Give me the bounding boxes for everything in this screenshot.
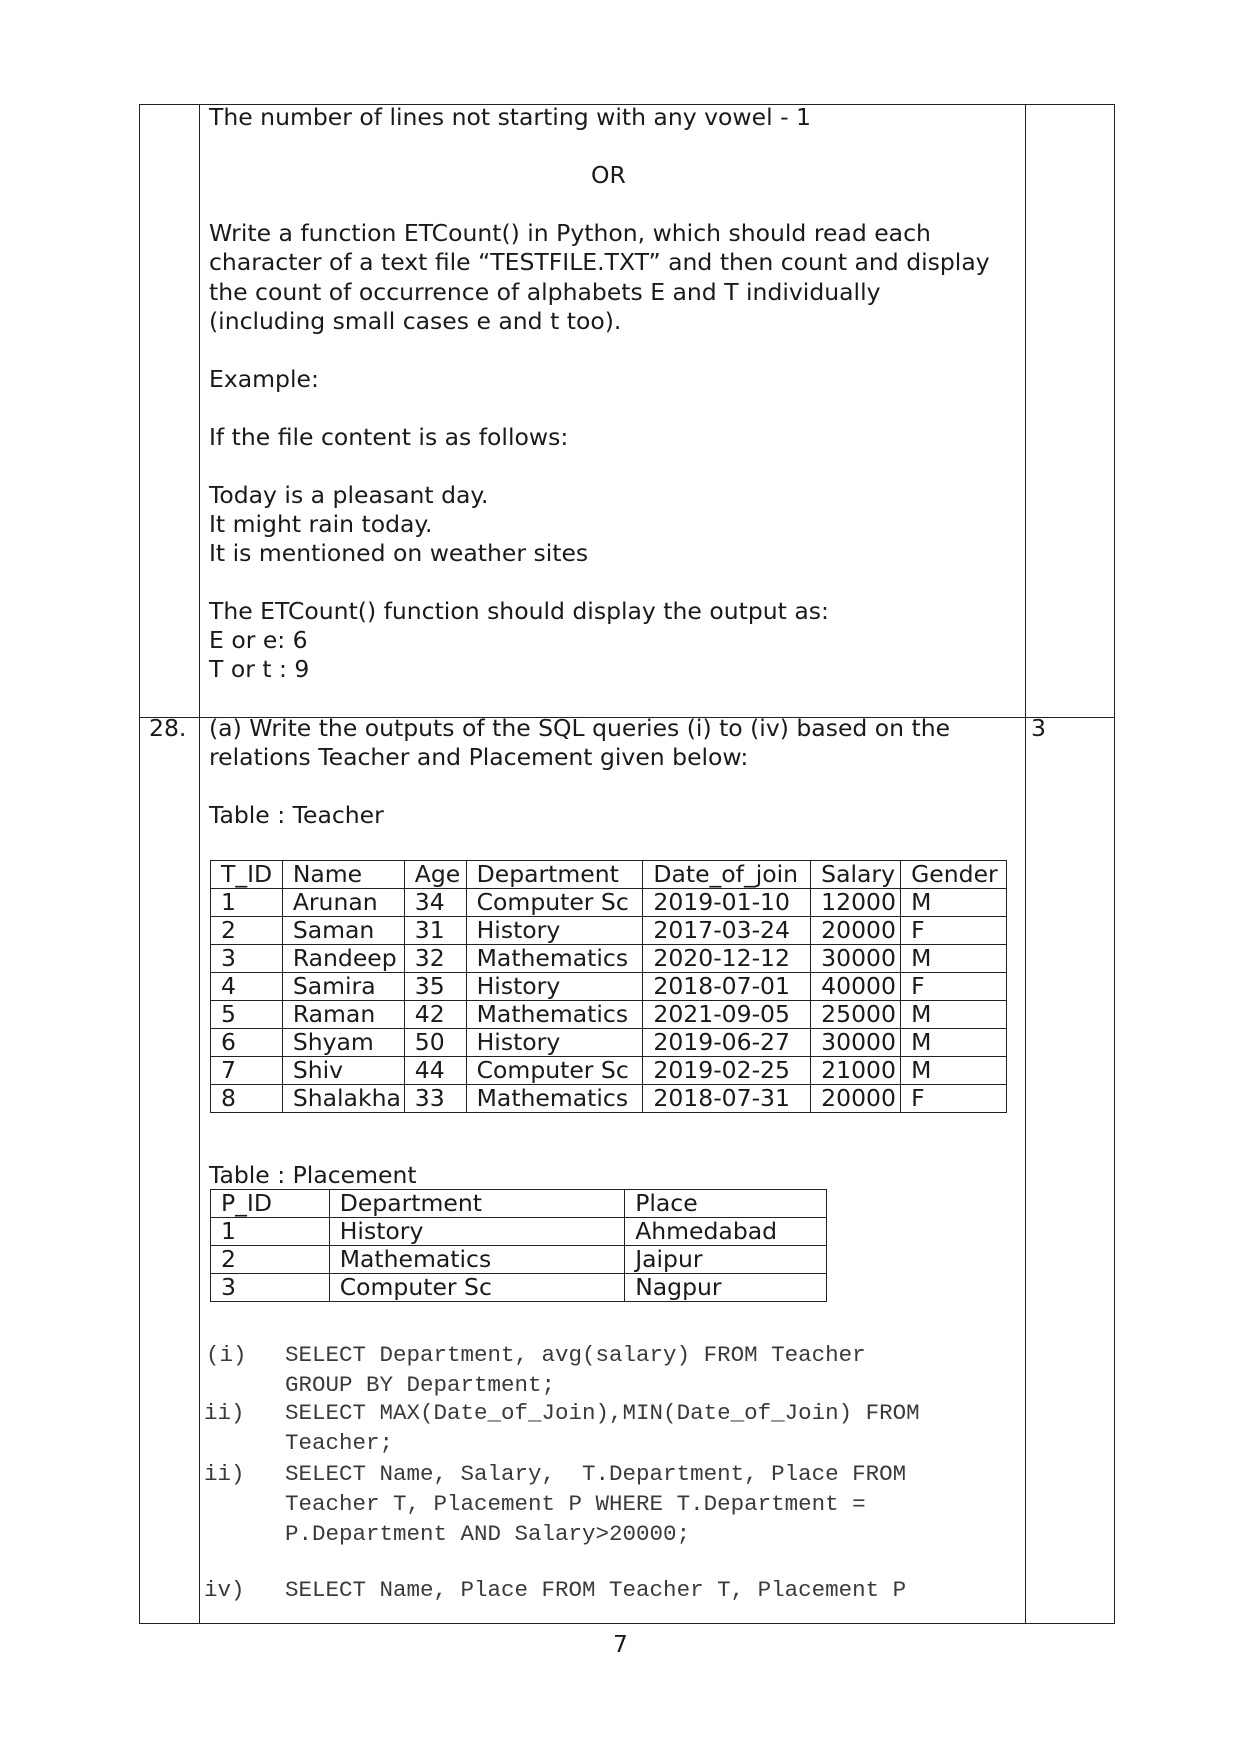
column-divider-number [199,105,200,1623]
vowel-count-line: The number of lines not starting with any vowel - 1 [209,103,811,131]
table-row [211,945,1007,973]
table-cell: Shiv [282,1057,404,1085]
output-intro: The ETCount() function should display the output as: [209,597,829,625]
header-cell: Age [404,861,466,889]
table-row [211,1274,827,1302]
table-cell: Shalakha [282,1085,404,1113]
table-cell: 8 [211,1085,283,1113]
teacher-table-caption: Table : Teacher [209,801,384,829]
table-cell: 40000 [811,973,901,1001]
table-cell: History [329,1218,624,1246]
table-cell: Computer Sc [466,1057,643,1085]
query-label: ii) [204,1461,245,1487]
table-cell: 2017-03-24 [643,917,811,945]
table-cell: 6 [211,1029,283,1057]
table-cell: 2019-01-10 [643,889,811,917]
table-cell: 25000 [811,1001,901,1029]
table-cell: History [466,917,643,945]
example-label: Example: [209,365,319,393]
table-row [211,1029,1007,1057]
page-number: 7 [613,1632,628,1658]
question-number: 28. [149,714,187,742]
table-cell: 30000 [811,1029,901,1057]
table-cell: 3 [211,945,283,973]
table-cell: Saman [282,917,404,945]
file-line: It is mentioned on weather sites [209,539,589,567]
table-cell: 2020-12-12 [643,945,811,973]
table-cell: M [901,889,1007,917]
output-line: E or e: 6 [209,626,308,654]
table-cell: F [901,973,1007,1001]
query-line: P.Department AND Salary>20000; [285,1521,691,1547]
file-line: Today is a pleasant day. [209,481,489,509]
table-row [211,1001,1007,1029]
table-cell: 12000 [811,889,901,917]
file-line: It might rain today. [209,510,433,538]
marks: 3 [1031,714,1046,742]
table-cell: Arunan [282,889,404,917]
table-row [211,917,1007,945]
table-cell: 2 [211,917,283,945]
table-row [211,1085,1007,1113]
query-line: Teacher T, Placement P WHERE T.Department = [285,1491,866,1517]
table-cell: 5 [211,1001,283,1029]
table-cell: 20000 [811,917,901,945]
table-cell: Mathematics [466,1085,643,1113]
table-cell: 1 [211,1218,330,1246]
q28-intro: (a) Write the outputs of the SQL queries (i) to (iv) based on the relations Teacher and Placement given below: [209,714,951,772]
table-cell: 33 [404,1085,466,1113]
table-cell: Randeep [282,945,404,973]
etcount-question: Write a function ETCount() in Python, which should read each character of a text file “TESTFILE.TXT” and then count and display the count of occurrence of alphabets E and T individually (including small cases e and t too). [209,219,990,335]
table-cell: Computer Sc [329,1274,624,1302]
query-line: SELECT MAX(Date_of_Join),MIN(Date_of_Join) FROM [285,1400,920,1426]
table-cell: Ahmedabad [625,1218,827,1246]
table-cell: 32 [404,945,466,973]
query-line: GROUP BY Department; [285,1372,556,1398]
table-cell: 30000 [811,945,901,973]
table-cell: Mathematics [466,945,643,973]
table-cell: 2 [211,1246,330,1274]
table-cell: 3 [211,1274,330,1302]
table-cell: Jaipur [625,1246,827,1274]
table-cell: 35 [404,973,466,1001]
table-cell: Samira [282,973,404,1001]
table-row [211,1218,827,1246]
table-cell: 34 [404,889,466,917]
table-cell: Raman [282,1001,404,1029]
header-cell: Salary [811,861,901,889]
table-cell: M [901,1001,1007,1029]
header-cell: Place [625,1190,827,1218]
table-cell: M [901,1057,1007,1085]
table-cell: F [901,917,1007,945]
placement-table [210,1189,827,1302]
query-line: SELECT Name, Salary, T.Department, Place FROM [285,1461,907,1487]
table-cell: 1 [211,889,283,917]
table-cell: 2019-02-25 [643,1057,811,1085]
output-line: T or t : 9 [209,655,310,683]
header-cell: Date_of_join [643,861,811,889]
table-cell: 20000 [811,1085,901,1113]
table-cell: 2018-07-31 [643,1085,811,1113]
query-line: Teacher; [285,1430,394,1456]
placement-header-row [211,1190,827,1218]
table-cell: 44 [404,1057,466,1085]
table-cell: Shyam [282,1029,404,1057]
table-cell: 42 [404,1001,466,1029]
header-cell: Department [329,1190,624,1218]
table-cell: M [901,1029,1007,1057]
table-cell: Computer Sc [466,889,643,917]
header-cell: P_ID [211,1190,330,1218]
teacher-header-row [211,861,1007,889]
table-row [211,1057,1007,1085]
header-cell: T_ID [211,861,283,889]
table-cell: Mathematics [466,1001,643,1029]
query-line: SELECT Name, Place FROM Teacher T, Placement P [285,1577,907,1603]
header-cell: Department [466,861,643,889]
query-label: ii) [204,1400,245,1426]
table-row [211,1246,827,1274]
table-cell: Mathematics [329,1246,624,1274]
table-cell: F [901,1085,1007,1113]
table-cell: M [901,945,1007,973]
table-row [211,973,1007,1001]
table-cell: History [466,973,643,1001]
query-line: SELECT Department, avg(salary) FROM Teacher [285,1342,866,1368]
table-cell: History [466,1029,643,1057]
query-label: iv) [204,1577,245,1603]
table-cell: 2021-09-05 [643,1001,811,1029]
table-cell: 2019-06-27 [643,1029,811,1057]
column-divider-marks [1025,105,1026,1623]
table-cell: 4 [211,973,283,1001]
table-cell: 31 [404,917,466,945]
query-label: (i) [206,1342,247,1368]
table-cell: 21000 [811,1057,901,1085]
table-cell: 50 [404,1029,466,1057]
header-cell: Gender [901,861,1007,889]
or-label: OR [591,161,626,189]
table-cell: 2018-07-01 [643,973,811,1001]
teacher-table [210,860,1007,1113]
table-cell: Nagpur [625,1274,827,1302]
placement-table-caption: Table : Placement [209,1161,417,1189]
file-content-intro: If the file content is as follows: [209,423,569,451]
table-cell: 7 [211,1057,283,1085]
table-row [211,889,1007,917]
header-cell: Name [282,861,404,889]
